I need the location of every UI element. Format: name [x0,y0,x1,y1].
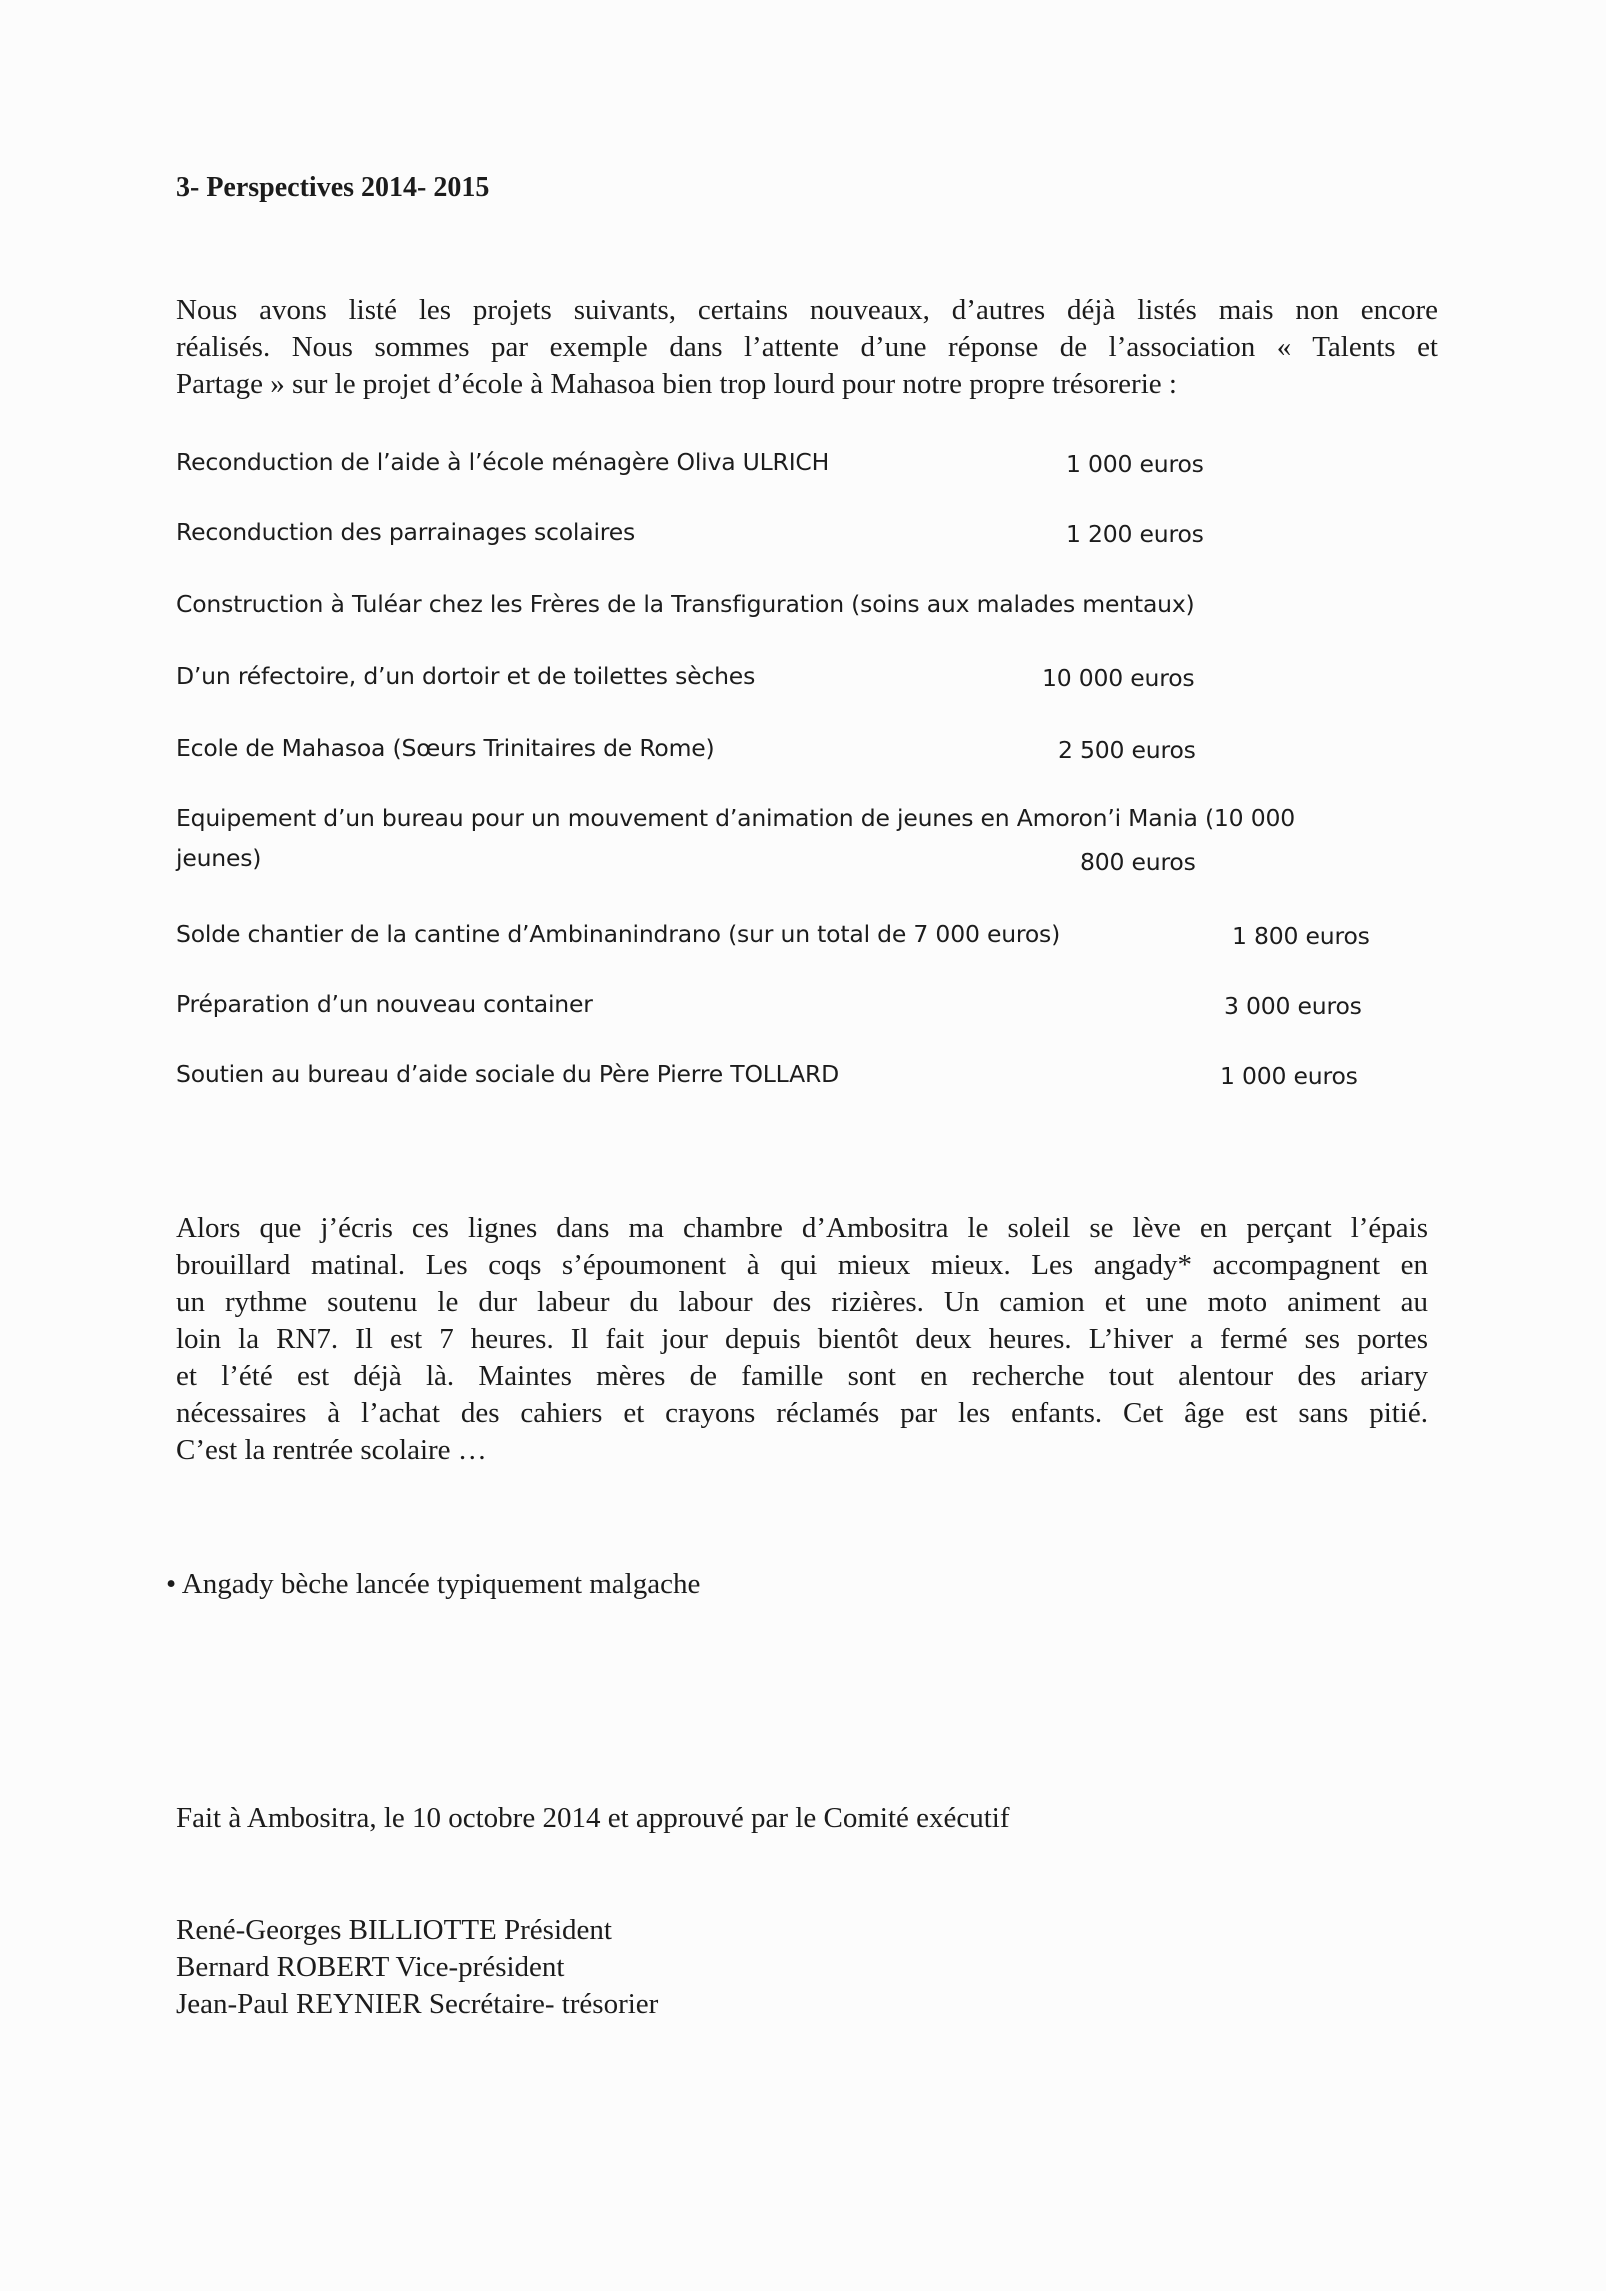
narrative-line: nécessaires à l’achat des cahiers et crayons réclamés par les enfants. Cet âge est sans pitié. [176,1397,1428,1429]
project-amount: 1 200 euros [1066,520,1204,548]
footnote: • Angady bèche lancée typiquement malgache [166,1568,701,1600]
project-label: Soutien au bureau d’aide sociale du Père Pierre TOLLARD [176,1060,839,1088]
intro-line: réalisés. Nous sommes par exemple dans l’attente d’une réponse de l’association « Talents et [176,331,1438,363]
intro-paragraph [176,292,1438,403]
project-amount: 1 000 euros [1066,450,1204,478]
signatory: Jean-Paul REYNIER Secrétaire- trésorier [176,1988,659,2020]
project-amount: 800 euros [1080,848,1196,876]
signatory: Bernard ROBERT Vice-président [176,1951,565,1983]
narrative-line: loin la RN7. Il est 7 heures. Il fait jour depuis bientôt deux heures. L’hiver a fermé ses portes [176,1323,1428,1355]
project-label: Equipement d’un bureau pour un mouvement d’animation de jeunes en Amoron’i Mania (10 000 [176,804,1295,832]
approval-statement: Fait à Ambositra, le 10 octobre 2014 et approuvé par le Comité exécutif [176,1802,1010,1834]
project-label: Construction à Tuléar chez les Frères de la Transfiguration (soins aux malades mentaux) [176,590,1195,618]
project-amount: 1 000 euros [1220,1062,1358,1090]
intro-line: Partage » sur le projet d’école à Mahasoa bien trop lourd pour notre propre trésorerie : [176,368,1177,400]
signatory: René-Georges BILLIOTTE Président [176,1914,612,1946]
section-title: 3- Perspectives 2014- 2015 [176,172,490,203]
project-label: Reconduction des parrainages scolaires [176,518,636,546]
narrative-line: un rythme soutenu le dur labeur du labour des rizières. Un camion et une moto animent au [176,1286,1428,1318]
project-amount: 3 000 euros [1224,992,1362,1020]
project-label: D’un réfectoire, d’un dortoir et de toilettes sèches [176,662,756,690]
project-label: Préparation d’un nouveau container [176,990,593,1018]
narrative-line: C’est la rentrée scolaire … [176,1434,487,1466]
narrative-paragraph [176,1210,1428,1469]
narrative-line: Alors que j’écris ces lignes dans ma chambre d’Ambositra le soleil se lève en perçant l’épais [176,1212,1428,1244]
project-label: Reconduction de l’aide à l’école ménagère Oliva ULRICH [176,448,830,476]
project-amount: 10 000 euros [1042,664,1195,692]
project-amount: 2 500 euros [1058,736,1196,764]
project-label: Ecole de Mahasoa (Sœurs Trinitaires de Rome) [176,734,715,762]
narrative-line: brouillard matinal. Les coqs s’époumonent à qui mieux mieux. Les angady* accompagnent en [176,1249,1428,1281]
project-label: Solde chantier de la cantine d’Ambinanindrano (sur un total de 7 000 euros) [176,920,1061,948]
narrative-line: et l’été est déjà là. Maintes mères de famille sont en recherche tout alentour des ariary [176,1360,1428,1392]
signature-block [176,1912,658,2023]
project-label: jeunes) [176,844,262,872]
intro-line: Nous avons listé les projets suivants, certains nouveaux, d’autres déjà listés mais non encore [176,294,1438,326]
project-amount: 1 800 euros [1232,922,1370,950]
